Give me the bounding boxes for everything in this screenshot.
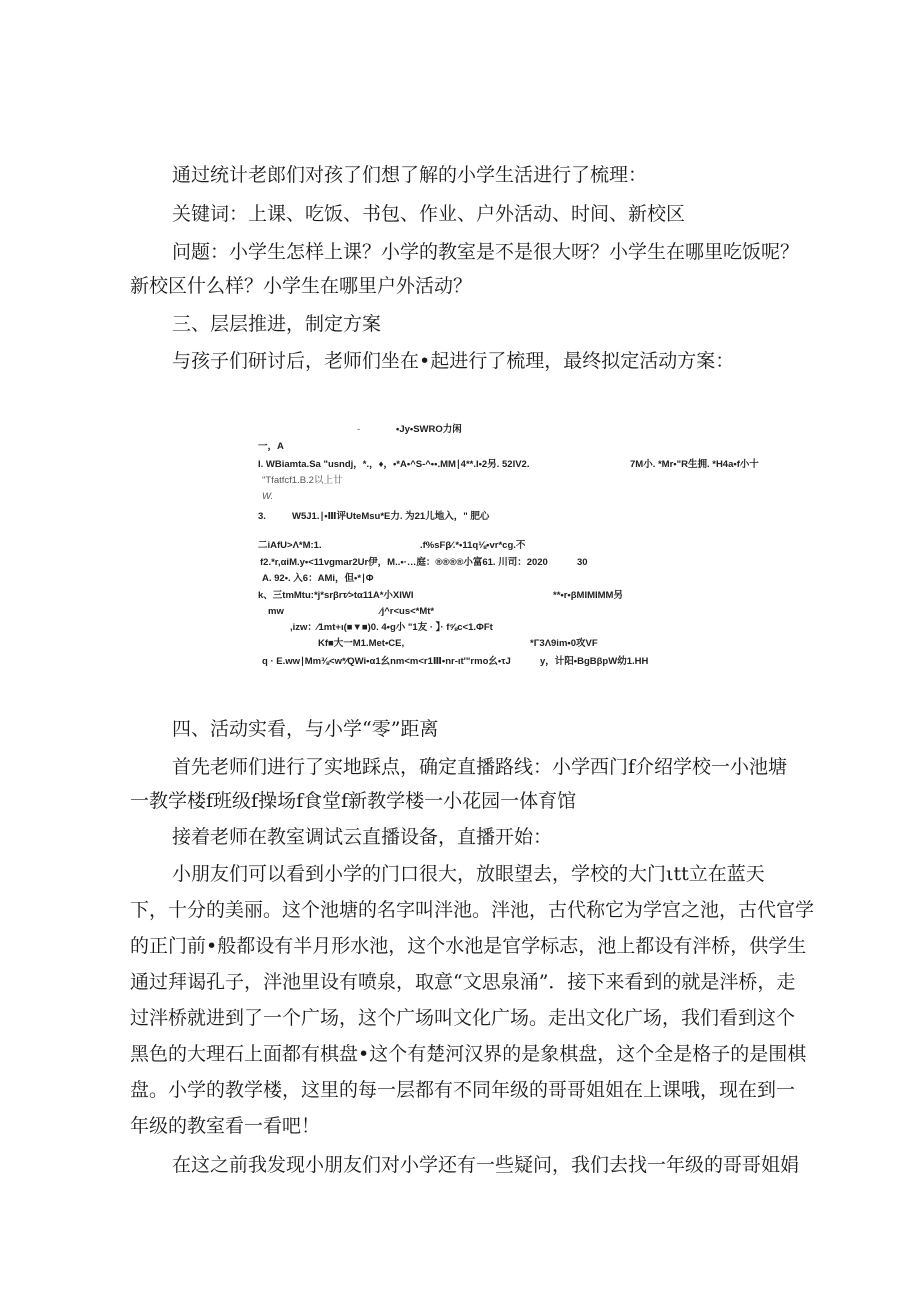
scan-line: ∕j^r<us<*Mt* xyxy=(380,606,435,617)
scan-line: mw xyxy=(268,606,284,617)
scan-line: Kf■大一M1.Met•CE, xyxy=(318,638,405,649)
scan-line: f2.*r,αiM.y•<11vgmar2Ur伊，M..•·…庭：®®®®小富61. 川司：2020 xyxy=(260,557,548,568)
scan-line: .f%sFβ∕.*•11q⅛•vr*cg.不 xyxy=(420,540,526,551)
section-heading-4: 四、活动实看，与小学“零”距离 xyxy=(172,718,439,740)
paragraph-keywords: 关键词：上课、吃饭、书包、作业、户外活动、时间、新校区 xyxy=(172,203,686,225)
paragraph-live-start: 接着老师在教室调试云直播设备，直播开始： xyxy=(172,826,553,848)
paragraph-tour-line: 过泮桥就进到了一个广场，这个广场叫文化广场。走出文化广场，我们看到这个 xyxy=(130,1007,796,1029)
scan-line: A. 92•. 入6：AMi，但•*∣Φ xyxy=(262,573,374,584)
scan-line: *Γ3Λ9im•0攻VF xyxy=(530,638,598,649)
scan-line: y，计阳•BgBβpW幼1.HH xyxy=(540,656,649,667)
paragraph-questions: 问题：小学生怎样上课？小学的教室是不是很大呀？小学生在哪里吃饭呢？ xyxy=(172,241,800,263)
scan-line: 7M小. *Mr•"R生拥. *H4a•f小十 xyxy=(630,459,759,470)
scan-line: q · E.ww∣Mm⅜<w*∕QWi•α1幺nm<m<r1Ⅲ•nr-ιt'"rmo幺•τJ xyxy=(262,656,511,667)
paragraph-tour-line: 黑色的大理石上面都有棋盘•这个有楚河汉界的是象棋盘，这个全是格子的是围棋 xyxy=(130,1043,807,1065)
paragraph-tour-line: 通过拜谒孔子，泮池里设有喷泉，取意“文思泉涌”．接下来看到的就是泮桥，走 xyxy=(130,971,796,993)
scan-line: 一，A xyxy=(258,441,284,452)
paragraph-intro: 通过统计老郎们对孩了们想了解的小学生活进行了梳理： xyxy=(172,164,648,186)
scan-line: **•r•βMIMIMM另 xyxy=(553,590,623,601)
paragraph-tour-line: 的正门前•般都设有半月形水池，这个水池是官学标志，池上都设有泮桥，供学生 xyxy=(130,935,807,957)
scan-line: W. xyxy=(262,491,274,502)
section-heading-3: 三、层层推进，制定方案 xyxy=(172,313,382,335)
scan-line: ,izw：∕1mt+ι(■▼■)0. 4•g小 "1友 · 】· f⅝c<1.ΦFt xyxy=(290,622,493,633)
scan-line: k、三tmMtu:*j*srβrτ∕>tα11A*小XIWI xyxy=(258,590,414,601)
scan-line: "Tfatfcf1.B.2以上廿 xyxy=(262,475,343,486)
paragraph-tour-line: 盘。小学的教学楼，这里的每一层都有不同年级的哥哥姐姐在上课哦，现在到一 xyxy=(130,1079,796,1101)
scan-line: I. WBiamta.Sa "usndj，*.，♦，•*A•^S-^••.MM∣4**.I•2另. 52IV2. xyxy=(258,459,530,470)
scan-line: 二iAfU>Λ*M:1. xyxy=(258,540,322,551)
scan-title: •Jy•SWRO力闲 xyxy=(396,424,462,435)
scan-line: 3. xyxy=(258,511,266,522)
paragraph-route-continued: 一教学楼f班级f操场f食堂f新教学楼一小花园一体育馆 xyxy=(130,790,577,812)
scan-line: 30 xyxy=(577,557,588,568)
paragraph-route: 首先老师们进行了实地踩点，确定直播路线：小学西门f介绍学校一小池塘 xyxy=(172,756,788,778)
paragraph-questions-for-seniors: 在这之前我发现小朋友们对小学还有一些疑问，我们去找一年级的哥哥姐娟 xyxy=(172,1154,800,1176)
scan-line: - xyxy=(357,424,361,435)
paragraph-plan-intro: 与孩子们研讨后，老师们坐在•起进行了梳理，最终拟定活动方案： xyxy=(172,350,735,372)
paragraph-questions-continued: 新校区什么样？小学生在哪里户外活动？ xyxy=(130,275,473,297)
paragraph-tour-line: 年级的教室看一看吧！ xyxy=(130,1115,321,1137)
paragraph-tour-line: 下，十分的美丽。这个池塘的名字叫泮池。泮池，古代称它为学宫之池，古代官学 xyxy=(130,899,815,921)
paragraph-tour: 小朋友们可以看到小学的门口很大，放眼望去，学校的大门ιtt立在蓝天 xyxy=(172,863,765,885)
scan-line: W5J1.∣•Ⅲ评UteMsu*E力. 为21儿地入，" 肥心 xyxy=(292,511,490,522)
